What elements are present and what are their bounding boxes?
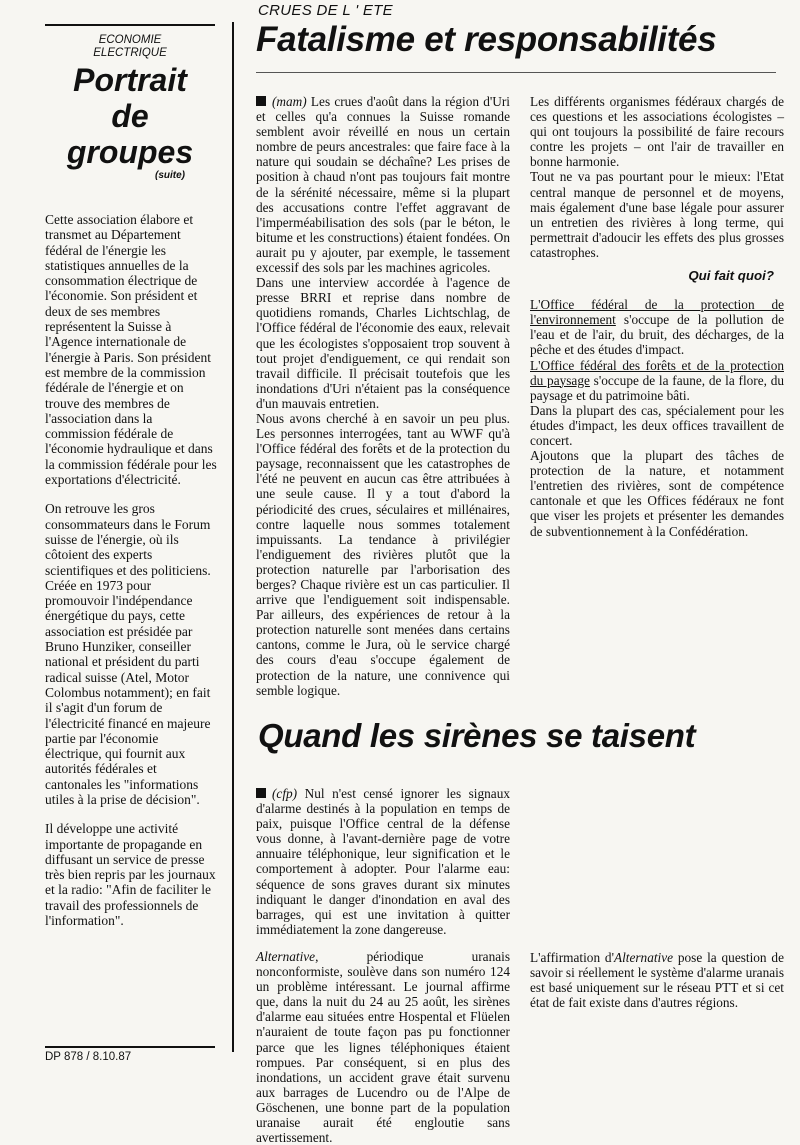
article-paragraph: Nous avons cherché à en savoir un peu plus. Les personnes interrogées, tant au WWF qu'à l'Office fédéral des forêts et de la protection du paysage, reconnaissent que les catastrophes de l'été ne peuvent en aucun cas être attribuées à une seule cause. Il y a tout d'abord la périodicité des crues, séculaires et millénaires, contre laquelle nous sommes totalement impuissants. La tendance à privilégier l'endiguement des rivières plutôt que la protection naturelle par l'arborisation des berges? Chaque rivière est un cas particulier. Il arrive que l'endiguement soit indispensable. Par ailleurs, des expériences de retour à la protection naturelle sont menées dans certains cantons, comme le Jura, où le service chargé des cours d'eau s'occupe également de protection de la nature, une connivence qui semble logique. xyxy=(256,410,510,698)
sidebar-paragraph: Il développe une activité importante de propagande en diffusant un service de presse très bien repris par les journaux et la radio: "Afin de faciliter le travail des professionnels de l'information". xyxy=(45,821,216,929)
byline: (cfp) xyxy=(272,786,298,801)
paragraph-text: L'affirmation d' xyxy=(530,950,614,965)
paragraph-text: pose la question de savoir si réellement le système d'alarme uranais est basé uniquement sur le réseau PTT et si cet état de fait existe dans d'autres régions. xyxy=(530,950,784,1011)
sidebar-paragraph: Cette association élabore et transmet au Département fédéral de l'énergie les statistiques annuelles de la consommation électrique de l'économie. Son président et deux de ses membres représentent la Suisse à l'Agence internationale de l'énergie à Paris. Son président est membre de la commission fédérale de l'énergie et on trouve des membres de l'association dans la commission fédérale de l'économie hydraulique et dans la commission fédérale pour les exportations d'électricité. xyxy=(45,212,217,488)
publication-name: Alternative xyxy=(613,950,674,965)
paragraph-text: s'occupe de la faune, de la flore, du paysage et du patrimoine bâti. xyxy=(530,372,785,403)
sidebar-top-rule xyxy=(45,24,215,26)
column-divider xyxy=(232,22,234,1052)
article-paragraph: Les différents organismes fédéraux chargés de ces questions et les associations écologistes – qui ont toujours la possibilité de faire recours contre les projets – ont l'air de travailler en bonne harmonie. xyxy=(530,94,784,170)
article-paragraph: Dans la plupart des cas, spécialement pour les études d'impact, les deux offices travaillent de concert. xyxy=(530,402,784,448)
article2-col-1 xyxy=(256,786,510,1145)
sidebar-title: Portrait xyxy=(73,62,187,98)
sidebar-body xyxy=(45,212,217,942)
article-paragraph: Ajoutons que la plupart des tâches de protection de la nature, et notamment l'entretien des rivières, sont de compétence cantonale et que les Offices fédéraux ne font que viser les projets et présenter les demandes de subventionnement à la Confédération. xyxy=(530,448,784,539)
article-paragraph xyxy=(530,770,784,950)
sidebar-title-2: de xyxy=(111,98,149,134)
sidebar-paragraph: On retrouve les gros consommateurs dans le Forum suisse de l'énergie, où ils côtoient des experts scientifiques et des politiciens. Créée en 1973 pour promouvoir l'indépendance énergétique du pays, cette association est présidée par Bruno Hunziker, conseiller national et président du parti radical suisse (Atel, Motor Colombus notamment); en fait il s'agit d'un forum de l'électricité financé en majeure partie par l'économie électrique, qui fournit aux autorités fédérales et cantonales les "informations utiles à la prise de décision". xyxy=(45,501,211,807)
article2-col-2 xyxy=(530,770,784,1010)
sidebar-kicker-2: ELECTRIQUE xyxy=(93,47,167,59)
article-paragraph xyxy=(530,950,784,1010)
paragraph-text: , périodique uranais nonconformiste, soulève dans son numéro 124 un problème intéressant. Le journal affirme que, dans la nuit du 24 au 25 août, les sirènes d'alarme eau situées entre Hospental et Flüelen n'auraient de toute façon pas pu fonctionner parce que les lignes téléphoniques étaient rompues. Par conséquent, si en plus des inondations, un accident grave était survenu aux barrages de Lucendro ou de l'Alpe de Göschenen, une bonne part de la population uranaise aurait été engloutie sans avertissement. xyxy=(256,948,510,1145)
office-name: L'Office fédéral des forêts et de la protection du paysage xyxy=(530,357,784,388)
article-headline: Fatalisme et responsabilités xyxy=(256,20,717,59)
sidebar-header xyxy=(45,34,215,181)
article-paragraph xyxy=(256,94,510,275)
article-paragraph xyxy=(256,786,510,937)
byline: (mam) xyxy=(272,94,307,109)
article-kicker: CRUES DE L ' ETE xyxy=(258,2,393,19)
article-headline-2: Quand les sirènes se taisent xyxy=(258,717,696,754)
sidebar-title-3: groupes xyxy=(66,134,194,170)
paragraph-text: Nul n'est censé ignorer les signaux d'alarme destinés à la population en temps de paix, puisque l'Office central de la défense vous donne, à l'avant-dernière page de votre annuaire téléphonique, leur signification et le comportement à adopter. Pour l'alarme eau: séquence de sons graves durant six minutes indiquant le danger d'inondation en aval des barrages, qui est une invitation à quitter immédiatement la zone dangereuse. xyxy=(256,786,510,937)
paragraph-text: s'occupe de la pollution de l'eau et de l'air, du bruit, des décharges, de la pêche et des études d'impact. xyxy=(530,312,784,358)
bullet-square xyxy=(256,96,266,106)
sidebar-bottom-rule xyxy=(45,1046,215,1048)
publication-name: Alternative xyxy=(256,948,316,964)
article-paragraph: Dans une interview accordée à l'agence de presse BRRI et reprise dans nombre de quotidiens romands, Charles Lichtschlag, de l'Office fédéral de l'économie des eaux, relevait que les écologistes s'opposaient trop souvent à tout projet d'endiguement, ce qui rendait son travail difficile. Il précisait toutefois que les inondations d'Uri n'étaient pas la conséquence d'un mauvais entretien. xyxy=(256,275,510,411)
section-subhead: Qui fait quoi? xyxy=(688,268,774,284)
article-col-1 xyxy=(256,94,511,698)
sidebar-suite: (suite) xyxy=(155,170,185,181)
article-paragraph: Tout ne va pas pourtant pour le mieux: l'Etat central manque de personnel et de moyens, mais également d'une base légale pour assurer un entretien des rivières à long terme, qui permettrait d'adoucir les effets des plus grosses catastrophes. xyxy=(530,169,784,260)
article-paragraph xyxy=(530,297,784,357)
article-paragraph xyxy=(256,948,510,1145)
headline-underline xyxy=(256,72,776,73)
issue-footer: DP 878 / 8.10.87 xyxy=(45,1051,132,1063)
article-col-2 xyxy=(530,94,784,539)
paragraph-text: Les crues d'août dans la région d'Uri et celles qu'a connues la Suisse romande semblent avoir réveillé en nous un certain nombre de peurs ancestrales: que faire face à la nature qui soudain se déchaîne? Les prises de position à chaud n'ont pas toujours fait montre de la sérénité nécessaire, même si la plupart des accusations contre l'effet aggravant de l'imperméabilisation des sols (par le béton, le bitume et les constructions) étaient fondées. On aurait pu y ajouter, par exemple, le tassement excessif des sols par les machines agricoles. xyxy=(256,94,511,276)
article-paragraph xyxy=(530,358,784,403)
bullet-square xyxy=(256,788,266,798)
sidebar-kicker: ECONOMIE xyxy=(98,34,162,46)
office-name: L'Office fédéral de la protection de l'environnement xyxy=(530,297,784,328)
